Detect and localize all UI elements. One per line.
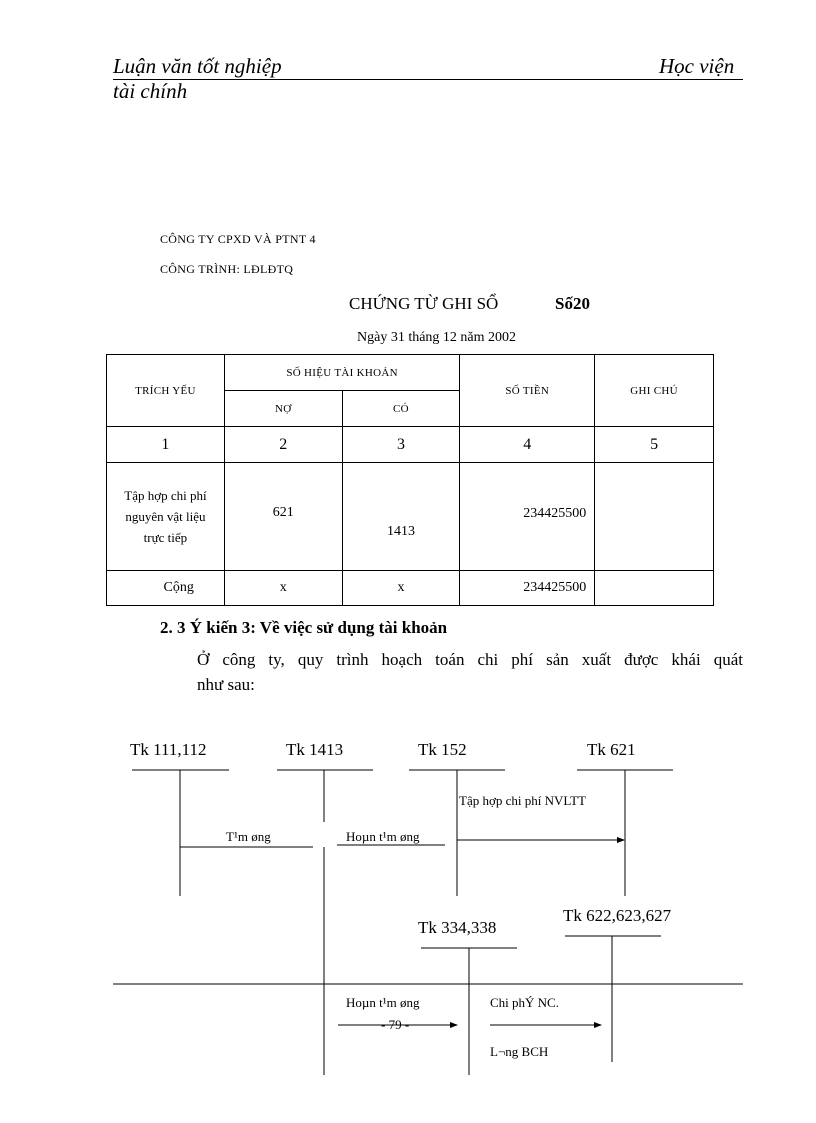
row-summary: Tập hợp chi phí nguyên vật liệu trực tiếp [107,463,225,571]
row-credit: 1413 [342,463,460,571]
row-amount: 234425500 [460,463,595,571]
voucher-date: Ngày 31 tháng 12 năm 2002 [357,330,517,345]
label-chi-phi-nc: Chi phÝ NC. [490,995,559,1010]
header-title-line2: tài chính [113,79,188,103]
th-note: GHI CHÚ [595,355,714,427]
label-hoan-tam-ung: Hoµn t¹m øng [346,829,420,844]
col-number: 3 [342,427,460,463]
row-summary: Cộng [107,571,225,606]
header-title-left: Luận văn tốt nghiệp [113,54,282,78]
account-tk334: Tk 334,338 [418,918,497,937]
voucher-number: Số20 [555,294,590,313]
col-number: 4 [460,427,595,463]
label-luong-bch: L¬ng BCH [490,1044,549,1059]
account-tk152: Tk 152 [418,740,467,759]
voucher-title: CHỨNG TỪ GHI SỔ [349,294,499,313]
page-number: - 79 - [381,1017,410,1032]
section-heading: 2. 3 Ý kiến 3: Về việc sử dụng tài khoản [160,618,448,637]
project-name: CÔNG TRÌNH: LĐLĐTQ [160,262,294,276]
account-tk111: Tk 111,112 [130,740,207,759]
th-account: SỐ HIỆU TÀI KHOẢN [224,355,460,391]
th-amount: SỐ TIỀN [460,355,595,427]
th-credit: CÓ [342,391,460,427]
row-debit: x [224,571,342,606]
section-paragraph-line1: Ở công ty, quy trình hoạch toán chi phí sản xuất được khái quát [197,650,743,669]
account-tk621: Tk 621 [587,740,636,759]
company-name: CÔNG TY CPXD VÀ PTNT 4 [160,232,316,246]
th-summary: TRÍCH YẾU [107,355,225,427]
col-number: 2 [224,427,342,463]
label-hoan-tam-ung-2: Hoµn t¹m øng [346,995,420,1010]
th-debit: NỢ [224,391,342,427]
col-number: 1 [107,427,225,463]
label-tam-ung: T¹m øng [226,829,271,844]
row-amount: 234425500 [460,571,595,606]
account-tk1413: Tk 1413 [286,740,344,759]
account-tk622: Tk 622,623,627 [563,906,672,925]
col-number: 5 [595,427,714,463]
row-credit: x [342,571,460,606]
label-tap-hop: Tập hợp chi phí NVLTT [459,793,586,808]
header-title-right: Học viện [659,54,735,78]
row-debit: 621 [224,463,342,571]
section-paragraph-line2: như sau: [197,675,255,694]
